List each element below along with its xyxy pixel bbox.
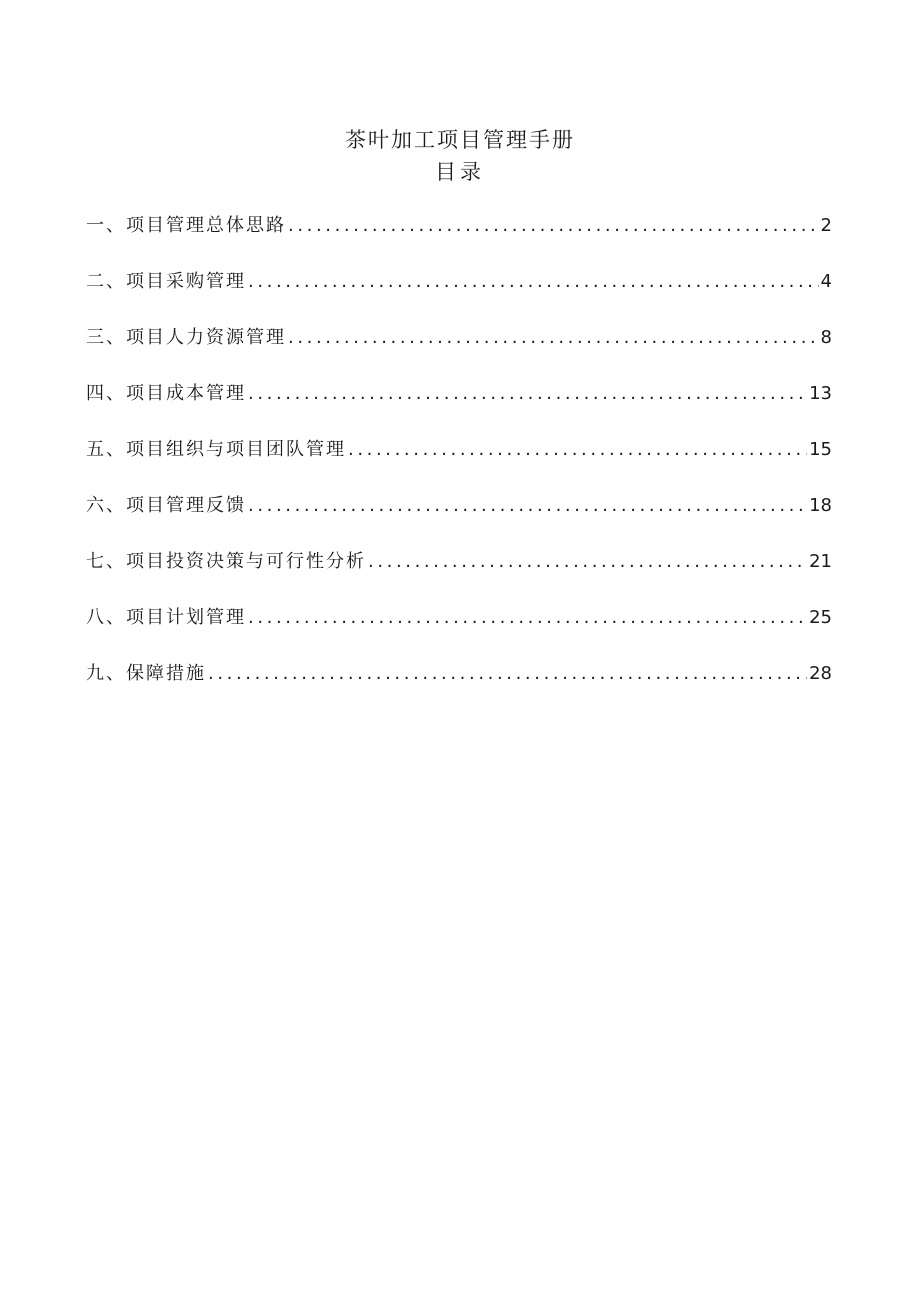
toc-entry-page: 13	[809, 383, 832, 404]
toc-dot-leader	[348, 434, 807, 466]
toc-entry-label: 六、项目管理反馈	[86, 495, 246, 516]
toc-entry[interactable]	[86, 210, 832, 266]
toc-dot-leader	[208, 658, 807, 690]
toc-entry[interactable]	[86, 434, 832, 490]
toc-entry[interactable]	[86, 658, 832, 714]
toc-dot-leader	[248, 266, 819, 298]
toc-entry-label: 九、保障措施	[86, 663, 206, 684]
toc-entry-page: 15	[809, 439, 832, 460]
toc-entry[interactable]	[86, 546, 832, 602]
toc-dot-leader	[288, 322, 819, 354]
toc-dot-leader	[248, 602, 807, 634]
toc-entry-page: 18	[809, 495, 832, 516]
toc-entry[interactable]	[86, 602, 832, 658]
toc-entry-label: 五、项目组织与项目团队管理	[86, 439, 346, 460]
toc-entry-label: 三、项目人力资源管理	[86, 327, 286, 348]
toc-entry-page: 25	[809, 607, 832, 628]
toc-entry[interactable]	[86, 322, 832, 378]
toc-entry-page: 4	[820, 271, 832, 292]
toc-entry-label: 七、项目投资决策与可行性分析	[86, 551, 366, 572]
toc-entry-page: 2	[820, 215, 832, 236]
toc-entry-label: 一、项目管理总体思路	[86, 215, 286, 236]
toc-entry[interactable]	[86, 378, 832, 434]
toc-heading: 目录	[435, 160, 485, 184]
toc-dot-leader	[248, 378, 807, 410]
toc-entry-label: 四、项目成本管理	[86, 383, 246, 404]
toc-entry-page: 28	[809, 663, 832, 684]
toc-dot-leader	[288, 210, 819, 242]
toc-dot-leader	[248, 490, 807, 522]
document-title: 茶叶加工项目管理手册	[345, 128, 575, 152]
toc-entry[interactable]	[86, 266, 832, 322]
toc-entry-label: 八、项目计划管理	[86, 607, 246, 628]
toc-entry-page: 8	[820, 327, 832, 348]
toc-dot-leader	[368, 546, 807, 578]
table-of-contents	[86, 210, 832, 714]
toc-entry-page: 21	[809, 551, 832, 572]
toc-entry[interactable]	[86, 490, 832, 546]
toc-entry-label: 二、项目采购管理	[86, 271, 246, 292]
